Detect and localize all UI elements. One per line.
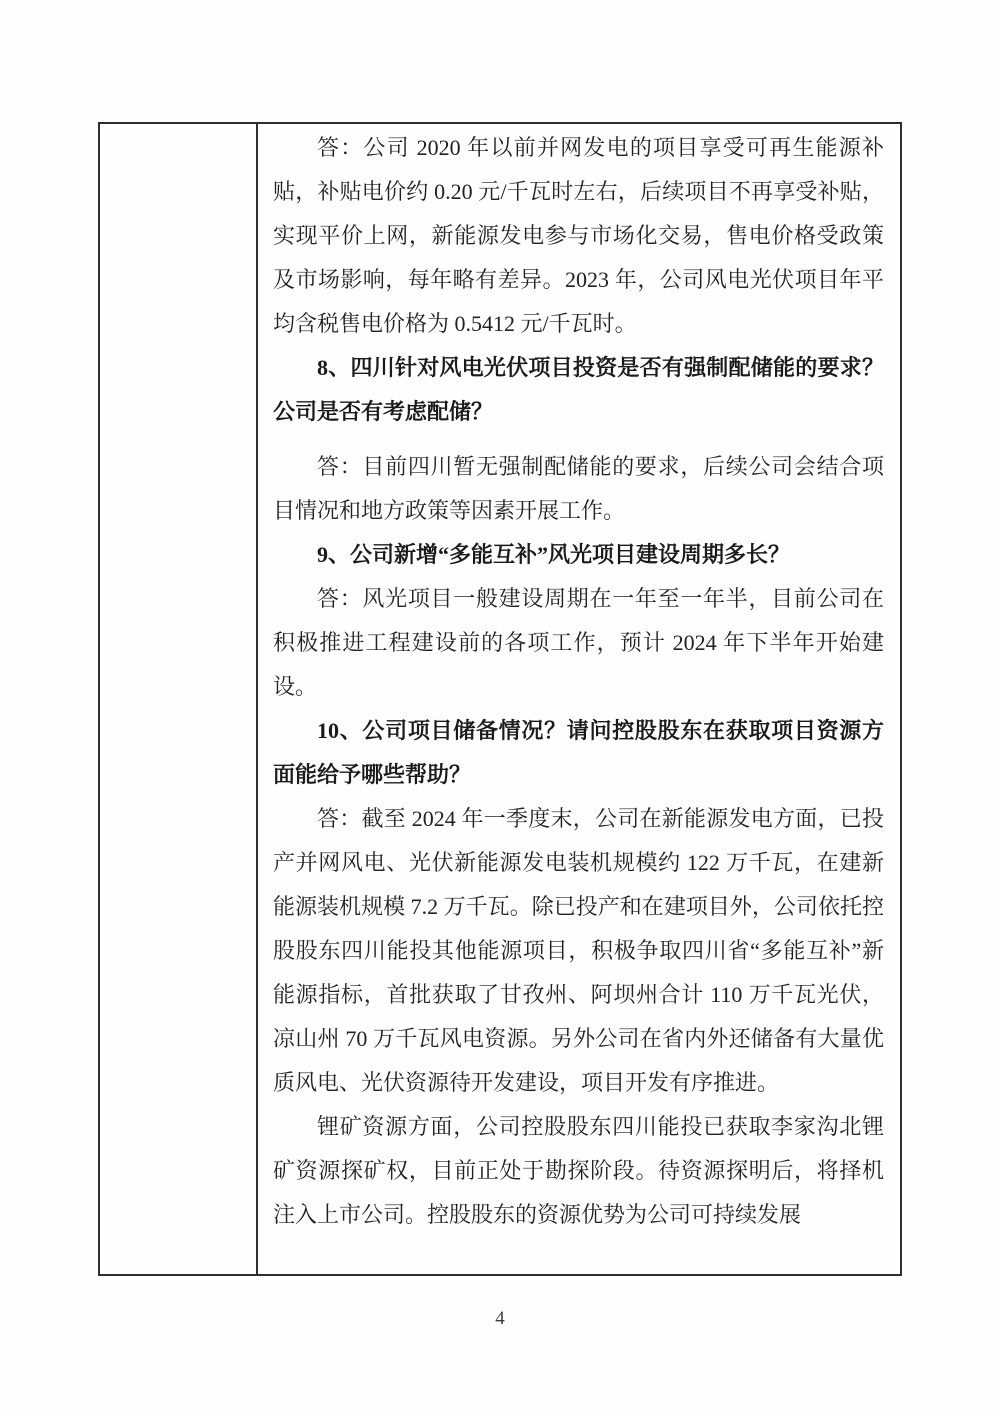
answer-paragraph-lithium-resources: 锂矿资源方面，公司控股股东四川能投已获取李家沟北锂矿资源探矿权，目前正处于勘探阶段。待资源探明后，将择机注入上市公司。控股股东的资源优势为公司可持续发展 (273, 1114, 884, 1227)
question-10-project-reserve: 10、公司项目储备情况？请问控股股东在获取项目资源方面能给予哪些帮助？ (273, 718, 884, 787)
answer-paragraph-construction-period: 答：风光项目一般建设周期在一年至一年半，目前公司在积极推进工程建设前的各项工作，预计 2024 年下半年开始建设。 (273, 586, 884, 699)
table-left-column-empty-cell (100, 124, 258, 1274)
page-number: 4 (495, 1308, 505, 1329)
question-8-storage-requirement: 8、四川针对风电光伏项目投资是否有强制配储能的要求？公司是否有考虑配储？ (273, 355, 884, 424)
table-qa-content-cell (258, 124, 900, 1274)
question-9-construction-period: 9、公司新增“多能互补”风光项目建设周期多长？ (317, 542, 791, 567)
answer-paragraph-storage-requirement: 答：目前四川暂无强制配储能的要求，后续公司会结合项目情况和地方政策等因素开展工作。 (273, 454, 884, 523)
answer-paragraph-project-reserve: 答：截至 2024 年一季度末，公司在新能源发电方面，已投产并网风电、光伏新能源发电装机规模约 122 万千瓦，在建新能源装机规模 7.2 万千瓦。除已投产和在建项目外，公司依托控股股东四川能投其他能源项目，积极争取四川省“多能互补”新能源指标，首批获取了甘孜州、阿坝州合计 110 万千瓦光伏，凉山州 70 万千瓦风电资源。另外公司在省内外还储备有大量优质风电、光伏资源待开发建设，项目开发有序推进。 (273, 806, 885, 1095)
qa-table (98, 122, 902, 1276)
answer-paragraph-electricity-price: 答：公司 2020 年以前并网发电的项目享受可再生能源补贴，补贴电价约 0.20 元/千瓦时左右，后续项目不再享受补贴，实现平价上网，新能源发电参与市场化交易，售电价格受政策及市场影响，每年略有差异。2023 年，公司风电光伏项目年平均含税售电价格为 0.5412 元/千瓦时。 (273, 135, 884, 336)
